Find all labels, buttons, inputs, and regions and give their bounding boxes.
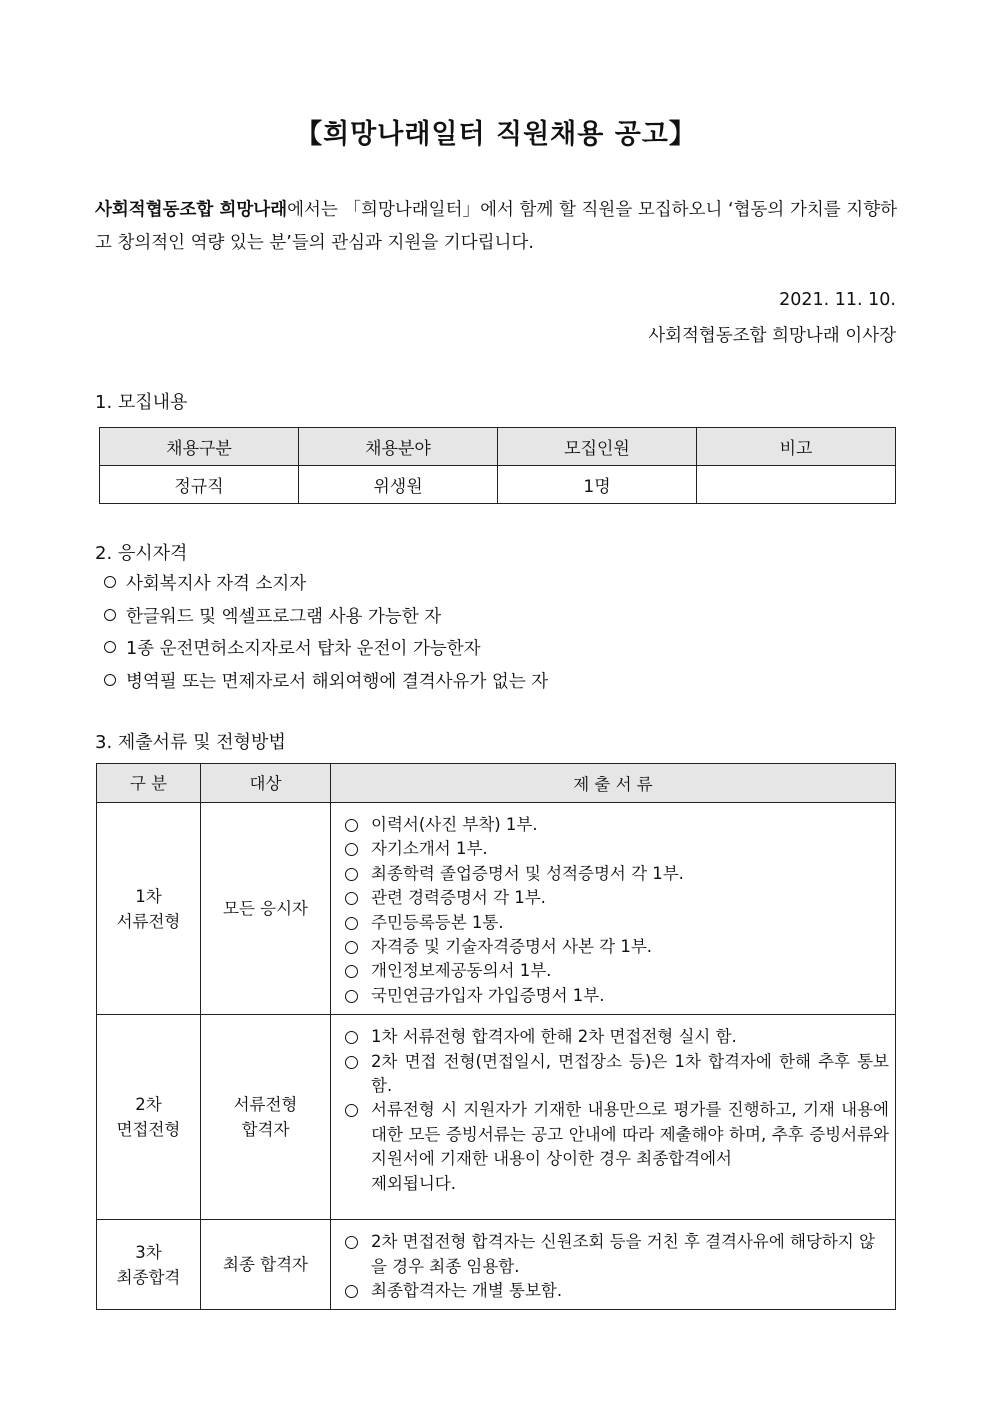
- circle-bullet-icon: [345, 843, 358, 856]
- recruitment-table: [99, 427, 896, 504]
- circle-bullet-icon: [345, 819, 358, 832]
- intro-org-name: 사회적협동조합 희망나래: [95, 200, 288, 220]
- list-item: 한글워드 및 엑셀프로그램 사용 가능한 자: [104, 601, 548, 634]
- circle-bullet-icon: [345, 965, 358, 978]
- circle-bullet-icon: [104, 609, 116, 621]
- table-header-row: [100, 428, 896, 466]
- list-item: 최종합격자는 개별 통보함.: [345, 1279, 889, 1303]
- list-item: 주민등록등본 1통.: [345, 911, 889, 935]
- list-item: 사회복지사 자격 소지자: [104, 568, 548, 601]
- table-row: [100, 466, 896, 504]
- documents-table: [96, 763, 896, 1310]
- documents-cell: [331, 1015, 896, 1220]
- list-item: 국민연금가입자 가입증명서 1부.: [345, 984, 889, 1008]
- table-header-row: [97, 764, 896, 803]
- intro-paragraph: [95, 194, 897, 260]
- page-title: 【희망나래일터 직원채용 공고】: [295, 119, 697, 150]
- qualification-list: [104, 568, 548, 698]
- circle-bullet-icon: [104, 641, 116, 653]
- circle-bullet-icon: [345, 868, 358, 881]
- notice-signer: 사회적협동조합 희망나래 이사장: [648, 326, 896, 346]
- list-item: 개인정보제공동의서 1부.: [345, 959, 889, 983]
- circle-bullet-icon: [104, 576, 116, 588]
- table-row: [97, 1220, 896, 1310]
- circle-bullet-icon: [345, 990, 358, 1003]
- circle-bullet-icon: [345, 941, 358, 954]
- list-item: 최종학력 졸업증명서 및 성적증명서 각 1부.: [345, 862, 889, 886]
- intro-text: 에서는 「희망나래일터」에서 함께 할 직원을 모집하오니 ‘협동의 가치를 지향하고 창의적인 역량 있는 분’들의 관심과 지원을 기다립니다.: [95, 200, 898, 253]
- list-item: 이력서(사진 부착) 1부.: [345, 813, 889, 837]
- target-cell: 최종 합격자: [201, 1220, 331, 1310]
- header-cell-type: 채용구분: [100, 428, 299, 466]
- stage-cell: 3차 최종합격: [97, 1220, 201, 1310]
- header-cell-target: 대상: [201, 764, 331, 803]
- documents-cell: [331, 1220, 896, 1310]
- list-item: 1차 서류전형 합격자에 한해 2차 면접전형 실시 함.: [345, 1025, 889, 1049]
- circle-bullet-icon: [345, 1236, 358, 1249]
- header-cell-note: 비고: [697, 428, 896, 466]
- list-item: 서류전형 시 지원자가 기재한 내용만으로 평가를 진행하고, 기재 내용에 대한 모든 증빙서류는 공고 안내에 따라 제출해야 하며, 추후 증빙서류와 지원서에 기재한 내용이 상이한 경우 최종합격에서: [345, 1098, 889, 1171]
- cell-count: 1명: [498, 466, 697, 504]
- stage-cell: 1차 서류전형: [97, 803, 201, 1015]
- target-cell: 서류전형 합격자: [201, 1015, 331, 1220]
- list-item: 자기소개서 1부.: [345, 837, 889, 861]
- target-cell: 모든 응시자: [201, 803, 331, 1015]
- notice-date: 2021. 11. 10.: [779, 290, 896, 310]
- cell-field: 위생원: [299, 466, 498, 504]
- circle-bullet-icon: [104, 674, 116, 686]
- list-item: 2차 면접 전형(면접일시, 면접장소 등)은 1차 합격자에 한해 추후 통보함.: [345, 1050, 889, 1099]
- circle-bullet-icon: [345, 1285, 358, 1298]
- circle-bullet-icon: [345, 892, 358, 905]
- list-item: 2차 면접전형 합격자는 신원조회 등을 거친 후 결격사유에 해당하지 않을 경우 최종 임용함.: [345, 1230, 889, 1279]
- cell-type: 정규직: [100, 466, 299, 504]
- stage-cell: 2차 면접전형: [97, 1015, 201, 1220]
- list-item: 병역필 또는 면제자로서 해외여행에 결격사유가 없는 자: [104, 666, 548, 699]
- header-cell-count: 모집인원: [498, 428, 697, 466]
- section-2-heading: 2. 응시자격: [95, 543, 188, 564]
- circle-bullet-icon: [345, 1031, 358, 1044]
- documents-cell: [331, 803, 896, 1015]
- cell-note: [697, 466, 896, 504]
- header-cell-stage: 구 분: [97, 764, 201, 803]
- table-row: [97, 803, 896, 1015]
- list-item: 1종 운전면허소지자로서 탑차 운전이 가능한자: [104, 633, 548, 666]
- list-item-continuation: 제외됩니다.: [371, 1173, 456, 1193]
- section-3-heading: 3. 제출서류 및 전형방법: [95, 732, 286, 753]
- circle-bullet-icon: [345, 917, 358, 930]
- circle-bullet-icon: [345, 1104, 358, 1117]
- header-cell-documents: 제 출 서 류: [331, 764, 896, 803]
- section-1-heading: 1. 모집내용: [95, 392, 188, 413]
- header-cell-field: 채용분야: [299, 428, 498, 466]
- circle-bullet-icon: [345, 1056, 358, 1069]
- list-item: 관련 경력증명서 각 1부.: [345, 886, 889, 910]
- list-item: 자격증 및 기술자격증명서 사본 각 1부.: [345, 935, 889, 959]
- table-row: [97, 1015, 896, 1220]
